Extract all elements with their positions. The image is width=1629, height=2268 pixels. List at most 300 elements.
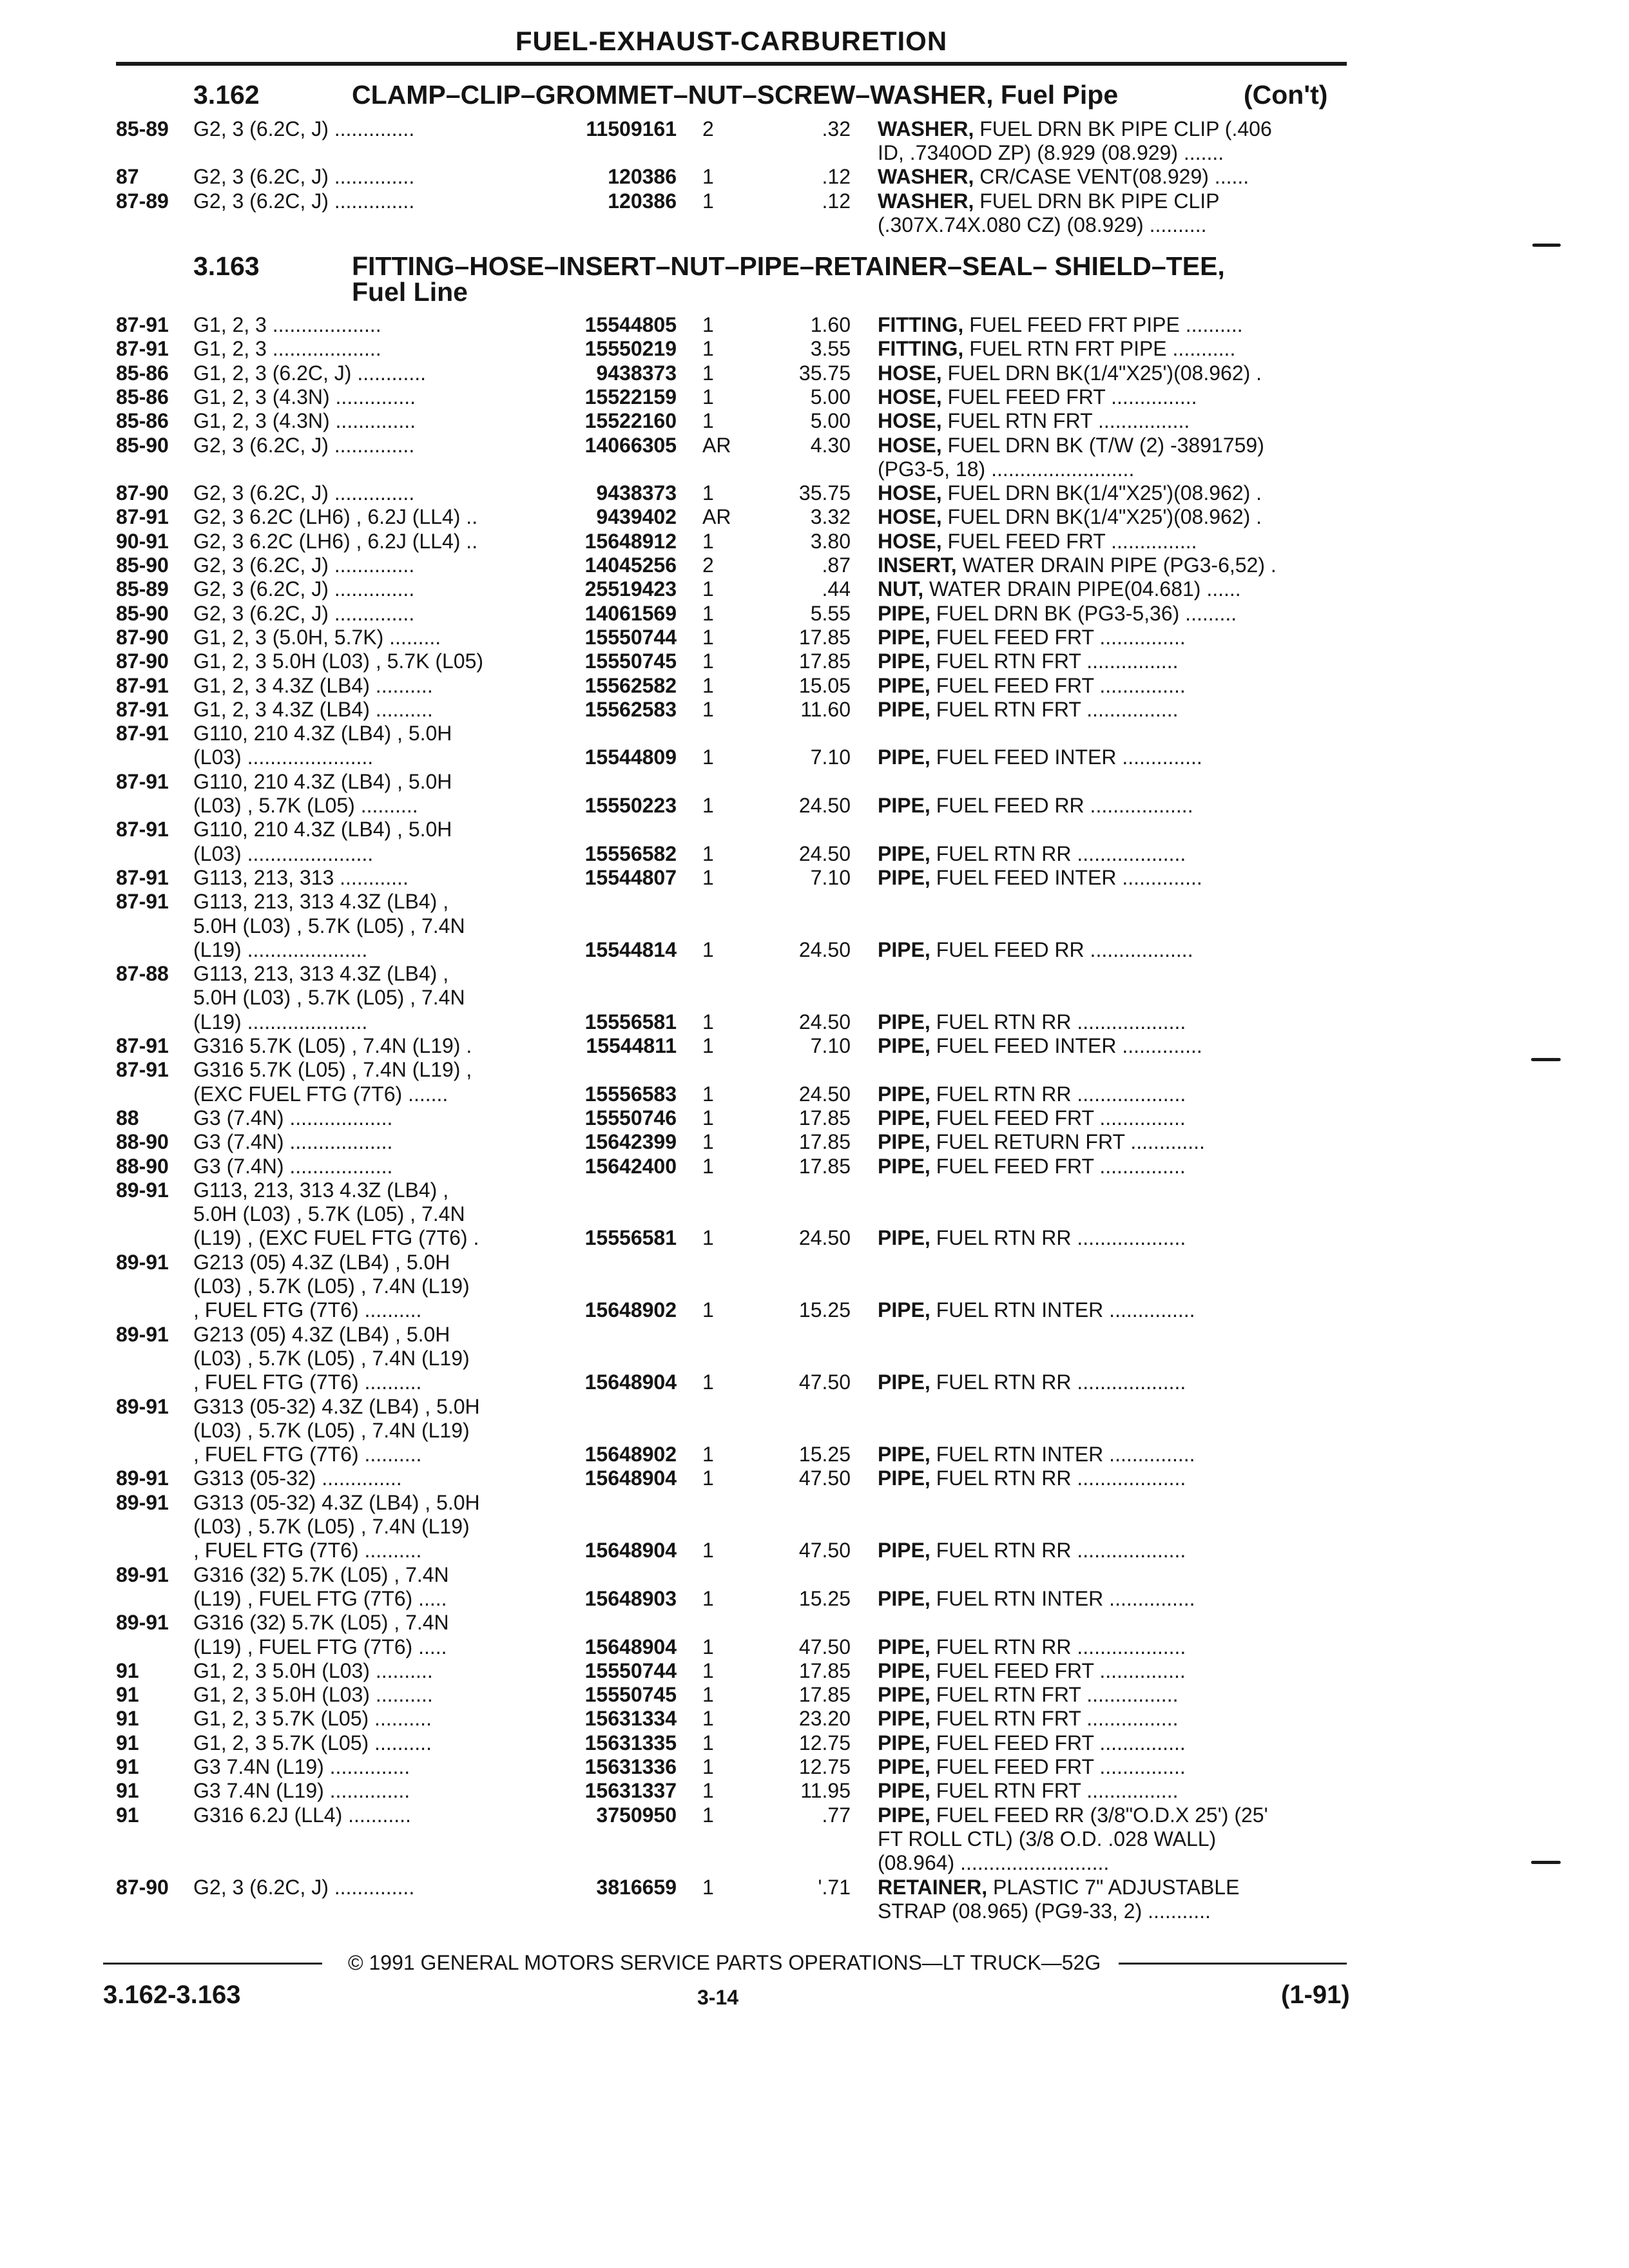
usage: (L03) ...................... — [193, 841, 374, 865]
model-year: 85-90 — [116, 433, 169, 457]
model-year: 89-91 — [116, 1394, 169, 1418]
table-row — [0, 1226, 1629, 1250]
description-keyword: WASHER, — [878, 189, 974, 213]
description-keyword: PIPE, — [878, 1370, 930, 1394]
quantity: 1 — [702, 385, 714, 408]
footer-page-number: 3-14 — [697, 1986, 739, 2009]
usage: G316 (32) 5.7K (L05) , 7.4N — [193, 1611, 449, 1635]
model-year: 87-91 — [116, 769, 169, 793]
model-year: 87-91 — [116, 818, 169, 841]
model-year: 87-91 — [116, 722, 169, 745]
price: 35.75 — [798, 481, 851, 505]
description-keyword: FITTING, — [878, 337, 964, 361]
part-number: 14066305 — [584, 433, 677, 457]
section-heading-3-162 — [0, 80, 1629, 113]
part-number: 15562582 — [584, 673, 677, 697]
description — [878, 938, 1348, 962]
quantity: 1 — [702, 1803, 714, 1827]
usage: G1, 2, 3 ................... — [193, 313, 381, 336]
quantity: 1 — [702, 1755, 714, 1778]
section-title: FITTING–HOSE–INSERT–NUT–PIPE–RETAINER–SEAL– SHIELD–TEE, — [352, 251, 1225, 281]
usage: G113, 213, 313 4.3Z (LB4) , — [193, 1178, 449, 1202]
model-year: 87-91 — [116, 673, 169, 697]
description-keyword: PIPE, — [878, 1707, 930, 1731]
price: 17.85 — [798, 1683, 851, 1707]
usage: (L03) , 5.7K (L05) , 7.4N (L19) — [193, 1274, 470, 1298]
price: .32 — [822, 117, 851, 140]
table-row — [0, 1466, 1629, 1490]
description-keyword: PIPE, — [878, 673, 930, 697]
price: 5.00 — [810, 409, 851, 433]
price: .77 — [822, 1803, 851, 1827]
description-text: FUEL DRN BK(1/4"X25')(08.962) . — [941, 505, 1262, 529]
description-keyword: PIPE, — [878, 841, 930, 865]
model-year: 87-91 — [116, 313, 169, 336]
table-row — [0, 1779, 1629, 1803]
table-row — [0, 890, 1629, 914]
quantity: AR — [702, 433, 731, 457]
quantity: 1 — [702, 865, 714, 889]
quantity: 1 — [702, 1707, 714, 1731]
price: 3.32 — [810, 505, 851, 529]
model-year: 89-91 — [116, 1466, 169, 1490]
price: 12.75 — [798, 1755, 851, 1778]
model-year: 87-90 — [116, 1875, 169, 1899]
model-year: 91 — [116, 1683, 139, 1707]
description-text: (.307X.74X.080 CZ) (08.929) .......... — [878, 213, 1207, 236]
model-year: 87-88 — [116, 962, 169, 986]
table-row — [0, 602, 1629, 626]
model-year: 87-91 — [116, 1034, 169, 1057]
table-row — [0, 698, 1629, 722]
description-text: CR/CASE VENT(08.929) ...... — [974, 165, 1249, 189]
model-year: 88 — [116, 1106, 139, 1129]
table-row — [0, 1515, 1629, 1539]
usage: G1, 2, 3 (4.3N) .............. — [193, 385, 416, 408]
quantity: 1 — [702, 1130, 714, 1154]
part-number: 15556582 — [584, 841, 677, 865]
description — [878, 1876, 1348, 1899]
usage: (L03) , 5.7K (L05) .......... — [193, 794, 418, 817]
table-row — [0, 530, 1629, 553]
description — [878, 1803, 1348, 1827]
table-row — [0, 1539, 1629, 1562]
price: 24.50 — [798, 841, 851, 865]
quantity: 1 — [702, 625, 714, 649]
section-subtitle: Fuel Line — [352, 277, 468, 307]
model-year: 87-91 — [116, 1058, 169, 1082]
table-row — [0, 577, 1629, 601]
part-number: 9438373 — [596, 361, 677, 385]
part-number: 15642399 — [584, 1130, 677, 1154]
part-number: 120386 — [608, 189, 677, 213]
section-continued: (Con't) — [1244, 80, 1328, 110]
description — [878, 1539, 1348, 1562]
description — [878, 1370, 1348, 1394]
model-year: 91 — [116, 1731, 139, 1754]
part-number: 15522159 — [584, 385, 677, 408]
description — [878, 481, 1348, 505]
usage: G113, 213, 313 4.3Z (LB4) , — [193, 962, 449, 986]
price: 24.50 — [798, 1010, 851, 1033]
quantity: 1 — [702, 313, 714, 336]
description-text: FUEL RTN RR ................... — [930, 1635, 1186, 1658]
table-row — [0, 1876, 1629, 1899]
description-keyword: FITTING, — [878, 313, 964, 336]
model-year: 87-91 — [116, 890, 169, 914]
model-year: 90-91 — [116, 529, 169, 553]
quantity: 1 — [702, 841, 714, 865]
part-number: 15648904 — [584, 1370, 677, 1394]
quantity: 1 — [702, 1010, 714, 1033]
description-text: FT ROLL CTL) (3/8 O.D. .028 WALL) — [878, 1827, 1217, 1850]
part-number: 15544814 — [584, 937, 677, 961]
description-keyword: PIPE, — [878, 601, 930, 625]
model-year: 89-91 — [116, 1178, 169, 1202]
description — [878, 1298, 1348, 1322]
table-row — [0, 1347, 1629, 1370]
description-text: FUEL FEED FRT ............... — [930, 625, 1186, 649]
model-year: 89-91 — [116, 1490, 169, 1514]
table-row — [0, 1803, 1629, 1827]
part-number: 15550746 — [584, 1106, 677, 1129]
description-keyword: PIPE, — [878, 1298, 930, 1322]
model-year: 87-91 — [116, 697, 169, 721]
description-keyword: PIPE, — [878, 1034, 930, 1057]
usage: (EXC FUEL FTG (7T6) ....... — [193, 1082, 448, 1106]
part-number: 14045256 — [584, 553, 677, 577]
usage: G110, 210 4.3Z (LB4) , 5.0H — [193, 722, 452, 745]
table-row — [0, 1034, 1629, 1058]
part-number: 15648902 — [584, 1298, 677, 1322]
description-keyword: PIPE, — [878, 1731, 930, 1754]
description — [878, 117, 1348, 141]
model-year: 87-89 — [116, 189, 169, 213]
description-text: FUEL RTN RR ................... — [930, 1370, 1186, 1394]
price: 12.75 — [798, 1731, 851, 1754]
usage: (L19) ..................... — [193, 937, 368, 961]
description — [878, 457, 1348, 481]
table-row — [0, 1587, 1629, 1611]
margin-mark — [1532, 244, 1561, 247]
description-keyword: HOSE, — [878, 481, 942, 505]
table-row — [0, 141, 1629, 165]
quantity: 1 — [702, 1635, 714, 1658]
model-year: 85-89 — [116, 577, 169, 601]
price: 5.00 — [810, 385, 851, 408]
description — [878, 649, 1348, 673]
part-number: 15631336 — [584, 1755, 677, 1778]
description-keyword: PIPE, — [878, 649, 930, 673]
part-number: 9438373 — [596, 481, 677, 505]
description — [878, 794, 1348, 818]
table-row — [0, 1058, 1629, 1082]
usage: G3 (7.4N) .................. — [193, 1106, 393, 1129]
usage: G1, 2, 3 (5.0H, 5.7K) ......... — [193, 625, 441, 649]
table-row — [0, 1395, 1629, 1419]
section-number: 3.162 — [193, 80, 260, 110]
usage: (L19) ..................... — [193, 1010, 368, 1033]
price: .12 — [822, 165, 851, 189]
description-text: FUEL RTN FRT ................ — [941, 409, 1190, 433]
quantity: 1 — [702, 1154, 714, 1178]
usage: G2, 3 (6.2C, J) .............. — [193, 601, 415, 625]
price: 17.85 — [798, 625, 851, 649]
part-number: 15648904 — [584, 1466, 677, 1490]
price: 15.05 — [798, 673, 851, 697]
usage: G113, 213, 313 4.3Z (LB4) , — [193, 890, 449, 914]
price: 23.20 — [798, 1707, 851, 1731]
description-text: FUEL RTN RR ................... — [930, 1226, 1186, 1250]
footer-copyright: © 1991 GENERAL MOTORS SERVICE PARTS OPERATIONS—LT TRUCK—52G — [348, 1951, 1101, 1974]
description-text: FUEL RTN INTER ............... — [930, 1586, 1195, 1610]
table-row — [0, 1155, 1629, 1178]
description-text: FUEL FEED FRT ............... — [930, 673, 1186, 697]
description — [878, 213, 1348, 237]
description-keyword: PIPE, — [878, 1106, 930, 1129]
usage: (L19) , (EXC FUEL FTG (7T6) . — [193, 1226, 479, 1250]
part-number: 9439402 — [596, 505, 677, 529]
quantity: 1 — [702, 1226, 714, 1250]
table-row — [0, 117, 1629, 141]
table-row — [0, 770, 1629, 794]
table-row — [0, 189, 1629, 213]
quantity: 1 — [702, 794, 714, 817]
usage: 5.0H (L03) , 5.7K (L05) , 7.4N — [193, 914, 465, 937]
description-text: FUEL FEED FRT ............... — [930, 1106, 1186, 1129]
quantity: 1 — [702, 361, 714, 385]
part-number: 15522160 — [584, 409, 677, 433]
description — [878, 1466, 1348, 1490]
description-text: ID, .7340OD ZP) (8.929 (08.929) ....... — [878, 141, 1224, 165]
table-row — [0, 1370, 1629, 1394]
part-number: 15556581 — [584, 1010, 677, 1033]
description — [878, 842, 1348, 866]
table-row — [0, 914, 1629, 938]
section-number: 3.163 — [193, 251, 260, 281]
description — [878, 602, 1348, 626]
description-text: FUEL RTN FRT ................ — [930, 697, 1179, 721]
table-row — [0, 313, 1629, 337]
description-text: FUEL RTN INTER ............... — [930, 1298, 1195, 1322]
section-heading-3-163 — [0, 251, 1629, 309]
description-text: FUEL DRN BK(1/4"X25')(08.962) . — [941, 361, 1262, 385]
description-keyword: PIPE, — [878, 1130, 930, 1154]
model-year: 85-90 — [116, 553, 169, 577]
description-keyword: PIPE, — [878, 1586, 930, 1610]
price: 35.75 — [798, 361, 851, 385]
description-text: FUEL DRN BK PIPE CLIP (.406 — [974, 117, 1272, 140]
quantity: 1 — [702, 1370, 714, 1394]
usage: G316 (32) 5.7K (L05) , 7.4N — [193, 1562, 449, 1586]
part-number: 15550219 — [584, 337, 677, 361]
usage: , FUEL FTG (7T6) .......... — [193, 1298, 422, 1322]
usage: G1, 2, 3 ................... — [193, 337, 381, 361]
part-number: 15631335 — [584, 1731, 677, 1754]
usage: , FUEL FTG (7T6) .......... — [193, 1443, 422, 1466]
description-text: FUEL FEED FRT ............... — [930, 1154, 1186, 1178]
usage: G1, 2, 3 5.7K (L05) .......... — [193, 1707, 432, 1731]
price: .87 — [822, 553, 851, 577]
description — [878, 1731, 1348, 1755]
table-row — [0, 1899, 1629, 1923]
table-row — [0, 1827, 1629, 1851]
description-keyword: PIPE, — [878, 697, 930, 721]
description-text: FUEL FEED FRT ............... — [930, 1755, 1186, 1778]
price: .44 — [822, 577, 851, 601]
quantity: 1 — [702, 1586, 714, 1610]
part-number: 15562583 — [584, 697, 677, 721]
model-year: 91 — [116, 1755, 139, 1778]
price: 15.25 — [798, 1298, 851, 1322]
description-keyword: PIPE, — [878, 1635, 930, 1658]
table-row — [0, 1130, 1629, 1154]
price: '.71 — [818, 1875, 851, 1899]
part-number: 15544811 — [586, 1034, 677, 1057]
description-text: FUEL RTN RR ................... — [930, 1010, 1186, 1033]
price: 24.50 — [798, 794, 851, 817]
model-year: 91 — [116, 1658, 139, 1682]
description — [878, 1851, 1348, 1875]
quantity: 2 — [702, 117, 714, 140]
part-number: 15556583 — [584, 1082, 677, 1106]
part-number: 15631337 — [584, 1779, 677, 1803]
price: 11.60 — [800, 697, 851, 721]
description — [878, 1082, 1348, 1106]
usage: G110, 210 4.3Z (LB4) , 5.0H — [193, 769, 452, 793]
price: 47.50 — [798, 1466, 851, 1490]
table-row — [0, 1563, 1629, 1587]
table-row — [0, 1731, 1629, 1755]
quantity: 1 — [702, 1082, 714, 1106]
price: 47.50 — [798, 1635, 851, 1658]
description-text: FUEL RETURN FRT ............. — [930, 1130, 1205, 1154]
part-number: 15550744 — [584, 625, 677, 649]
table-row — [0, 1298, 1629, 1322]
description-keyword: HOSE, — [878, 385, 942, 408]
description-keyword: PIPE, — [878, 1658, 930, 1682]
usage: 5.0H (L03) , 5.7K (L05) , 7.4N — [193, 1202, 465, 1226]
usage: G110, 210 4.3Z (LB4) , 5.0H — [193, 818, 452, 841]
table-row — [0, 938, 1629, 962]
table-row — [0, 481, 1629, 505]
description — [878, 1755, 1348, 1779]
description — [878, 1827, 1348, 1851]
table-row — [0, 505, 1629, 529]
price: 17.85 — [798, 1130, 851, 1154]
description-text: FUEL RTN RR ................... — [930, 841, 1186, 865]
table-row — [0, 553, 1629, 577]
usage: G3 7.4N (L19) .............. — [193, 1755, 410, 1778]
quantity: 1 — [702, 649, 714, 673]
usage: G316 5.7K (L05) , 7.4N (L19) . — [193, 1034, 472, 1057]
description — [878, 337, 1348, 361]
description — [878, 1659, 1348, 1683]
price: 24.50 — [798, 937, 851, 961]
description-keyword: PIPE, — [878, 1443, 930, 1466]
description — [878, 1587, 1348, 1611]
part-number: 15631334 — [584, 1707, 677, 1731]
quantity: 1 — [702, 529, 714, 553]
description-text: FUEL FEED FRT PIPE .......... — [963, 313, 1243, 336]
description-keyword: PIPE, — [878, 745, 930, 769]
description-text: FUEL FEED FRT ............... — [941, 385, 1197, 408]
table-row — [0, 1683, 1629, 1707]
price: 15.25 — [798, 1443, 851, 1466]
table-row — [0, 457, 1629, 481]
usage: G2, 3 (6.2C, J) .............. — [193, 165, 415, 189]
quantity: 1 — [702, 1034, 714, 1057]
quantity: 1 — [702, 1298, 714, 1322]
table-row — [0, 818, 1629, 841]
table-row — [0, 626, 1629, 649]
description — [878, 577, 1348, 601]
model-year: 91 — [116, 1707, 139, 1731]
description — [878, 313, 1348, 337]
usage: G1, 2, 3 5.7K (L05) .......... — [193, 1731, 432, 1754]
table-row — [0, 1082, 1629, 1106]
usage: G1, 2, 3 5.0H (L03) .......... — [193, 1658, 433, 1682]
model-year: 87-90 — [116, 649, 169, 673]
margin-mark — [1531, 1861, 1561, 1864]
description-keyword: HOSE, — [878, 505, 942, 529]
quantity: 1 — [702, 937, 714, 961]
table-row — [0, 337, 1629, 361]
part-number: 15642400 — [584, 1154, 677, 1178]
description-text: FUEL DRN BK (T/W (2) -3891759) — [941, 433, 1264, 457]
table-row — [0, 361, 1629, 385]
table-row — [0, 674, 1629, 698]
table-row — [0, 1443, 1629, 1466]
model-year: 88-90 — [116, 1130, 169, 1154]
description-text: WATER DRAIN PIPE(04.681) ...... — [923, 577, 1241, 601]
part-number: 15550744 — [584, 1658, 677, 1682]
model-year: 91 — [116, 1803, 139, 1827]
description-keyword: PIPE, — [878, 1539, 930, 1562]
description — [878, 745, 1348, 769]
usage: G3 (7.4N) .................. — [193, 1154, 393, 1178]
part-number: 120386 — [608, 165, 677, 189]
quantity: 1 — [702, 1539, 714, 1562]
description — [878, 1683, 1348, 1707]
model-year: 85-86 — [116, 361, 169, 385]
price: 24.50 — [798, 1082, 851, 1106]
quantity: 1 — [702, 1658, 714, 1682]
model-year: 91 — [116, 1779, 139, 1803]
price: 47.50 — [798, 1539, 851, 1562]
price: 24.50 — [798, 1226, 851, 1250]
description-text: FUEL RTN FRT PIPE ........... — [963, 337, 1236, 361]
part-number: 3816659 — [596, 1875, 677, 1899]
part-number: 3750950 — [596, 1803, 677, 1827]
description — [878, 698, 1348, 722]
description-text: FUEL RTN FRT ................ — [930, 1779, 1179, 1803]
description-keyword: PIPE, — [878, 1803, 930, 1827]
table-row — [0, 1851, 1629, 1875]
usage: G213 (05) 4.3Z (LB4) , 5.0H — [193, 1322, 450, 1346]
quantity: 1 — [702, 577, 714, 601]
description-keyword: INSERT, — [878, 553, 957, 577]
description-text: FUEL FEED INTER .............. — [930, 1034, 1202, 1057]
part-number: 15544807 — [584, 865, 677, 889]
quantity: 1 — [702, 745, 714, 769]
table-row — [0, 1178, 1629, 1202]
usage: G1, 2, 3 (6.2C, J) ............ — [193, 361, 426, 385]
table-row — [0, 1707, 1629, 1731]
price: 17.85 — [798, 649, 851, 673]
description-keyword: HOSE, — [878, 409, 942, 433]
usage: G1, 2, 3 5.0H (L03) .......... — [193, 1683, 433, 1707]
